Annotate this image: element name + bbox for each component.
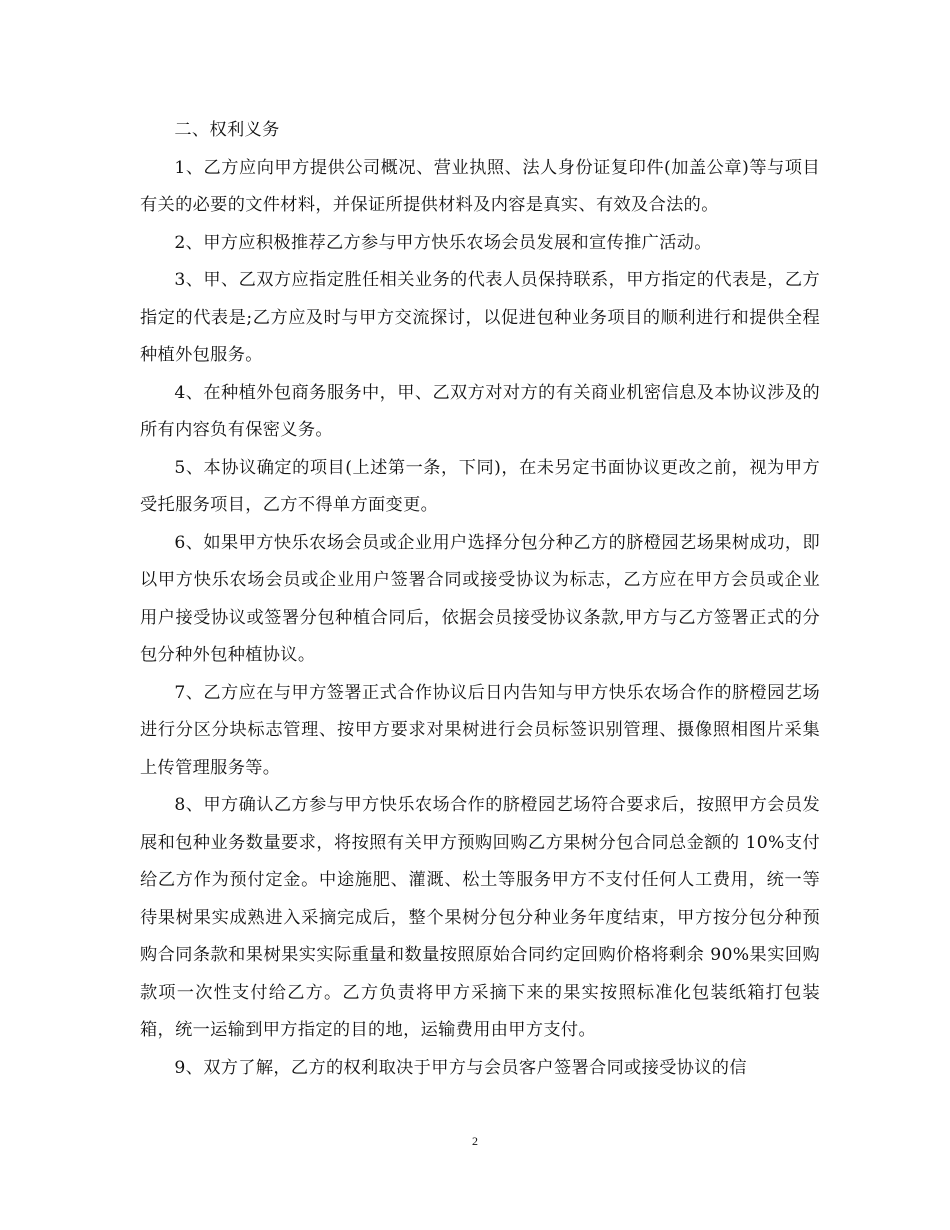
clause-1: 1、乙方应向甲方提供公司概况、营业执照、法人身份证复印件(加盖公章)等与项目有关的必要的文件材料，并保证所提供材料及内容是真实、有效及合法的。	[140, 157, 820, 215]
clause-7: 7、乙方应在与甲方签署正式合作协议后日内告知与甲方快乐农场合作的脐橙园艺场进行分区分块标志管理、按甲方要求对果树进行会员标签识别管理、摄像照相图片采集上传管理服务等。	[140, 682, 820, 778]
page-number: 2	[472, 1134, 478, 1148]
clause-2: 2、甲方应积极推荐乙方参与甲方快乐农场会员发展和宣传推广活动。	[174, 232, 712, 253]
clause-9: 9、双方了解，乙方的权利取决于甲方与会员客户签署合同或接受协议的信	[174, 1057, 747, 1078]
clause-6: 6、如果甲方快乐农场会员或企业用户选择分包分种乙方的脐橙园艺场果树成功，即以甲方快乐农场会员或企业用户签署合同或接受协议为标志，乙方应在甲方会员或企业用户接受协议或签署分包种植合同后，依据会员接受协议条款,甲方与乙方签署正式的分包分种外包种植协议。	[140, 532, 820, 665]
clause-4: 4、在种植外包商务服务中，甲、乙双方对对方的有关商业机密信息及本协议涉及的所有内容负有保密义务。	[140, 382, 820, 440]
section-heading: 二、权利义务	[174, 120, 280, 140]
clause-5: 5、本协议确定的项目(上述第一条，下同)，在未另定书面协议更改之前，视为甲方受托服务项目，乙方不得单方面变更。	[140, 457, 820, 515]
clause-3: 3、甲、乙双方应指定胜任相关业务的代表人员保持联系，甲方指定的代表是，乙方指定的代表是;乙方应及时与甲方交流探讨，以促进包种业务项目的顺利进行和提供全程种植外包服务。	[140, 270, 820, 365]
clause-8: 8、甲方确认乙方参与甲方快乐农场合作的脐橙园艺场符合要求后，按照甲方会员发展和包种业务数量要求，将按照有关甲方预购回购乙方果树分包合同总金额的 10%支付给乙方作为预付定金。中途施肥、灌溉、松土等服务甲方不支付任何人工费用，统一等待果树果实成熟进入采摘完成后，整个果树分包分种业务年度结束，甲方按分包分种预购合同条款和果树果实实际重量和数量按照原始合同约定回购价格将剩余 90%果实回购款项一次性支付给乙方。乙方负责将甲方采摘下来的果实按照标准化包装纸箱打包装箱，统一运输到甲方指定的目的地，运输费用由甲方支付。	[140, 795, 820, 1040]
document-body	[140, 112, 820, 1087]
